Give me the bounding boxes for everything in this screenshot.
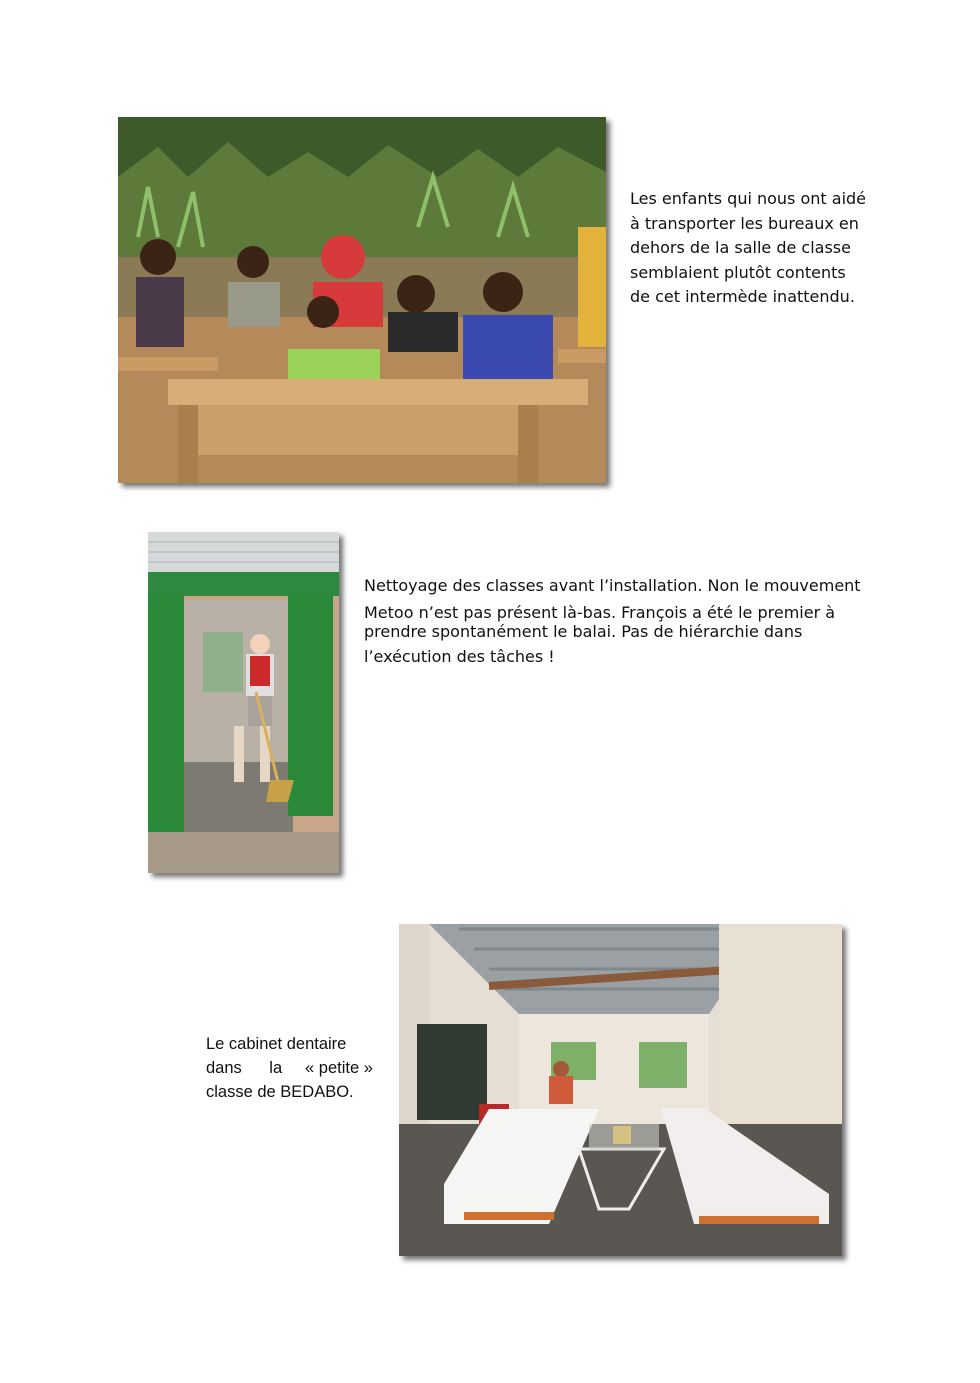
caption-line: Nettoyage des classes avant l’installation. Non le mouvement xyxy=(364,576,861,595)
caption-line: de cet intermède inattendu. xyxy=(630,287,855,306)
caption-line: Les enfants qui nous ont aidé xyxy=(630,189,867,208)
caption-line: semblaient plutôt contents xyxy=(630,262,846,282)
caption-line: dehors de la salle de classe xyxy=(630,238,851,257)
caption-line: Le cabinet dentaire xyxy=(206,1035,347,1053)
caption-dental xyxy=(206,1032,373,1104)
caption-line: classe de BEDABO. xyxy=(206,1083,354,1101)
caption-line: dans la « petite » xyxy=(206,1059,373,1077)
caption-cleaning xyxy=(364,576,861,666)
photo-children-desks xyxy=(118,117,606,483)
caption-line: à transporter les bureaux en xyxy=(630,213,859,233)
photo-cleaning-classroom xyxy=(148,532,339,873)
caption-line: l’exécution des tâches ! xyxy=(364,647,555,666)
caption-children xyxy=(630,187,866,310)
caption-line: prendre spontanément le balai. Pas de hiérarchie dans xyxy=(364,622,803,641)
photo-dental-cabinet xyxy=(399,924,842,1256)
caption-line: Metoo n’est pas présent là-bas. François a été le premier à xyxy=(364,603,836,622)
